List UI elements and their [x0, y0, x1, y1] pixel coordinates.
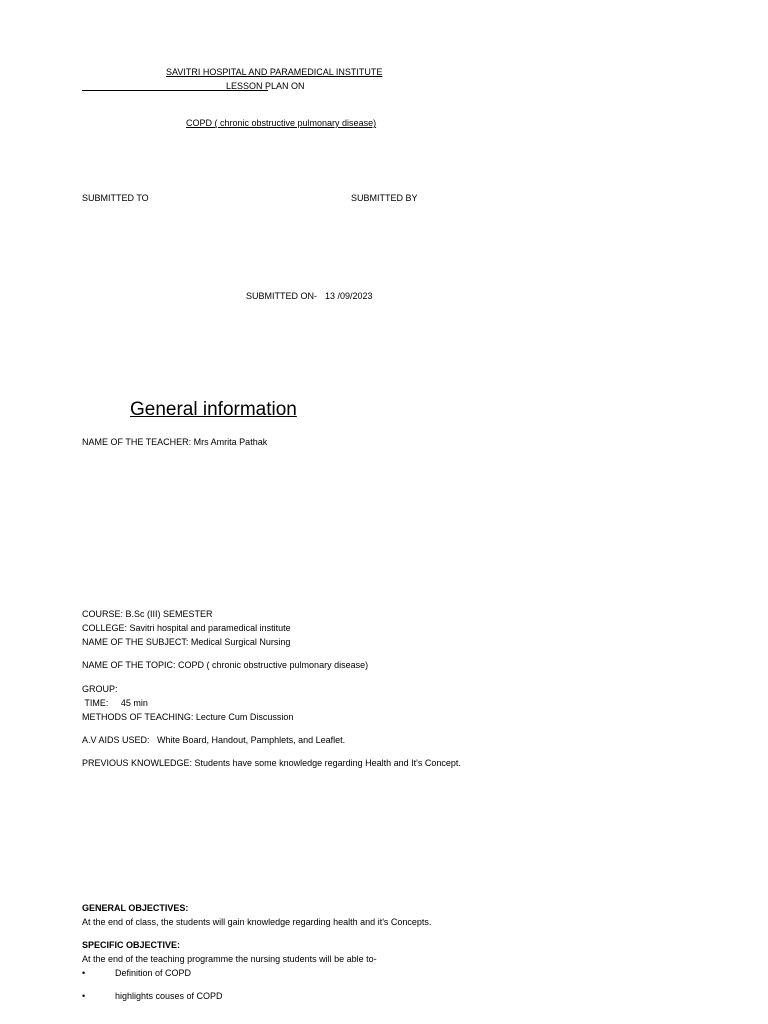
bullet-marker: •: [82, 968, 86, 978]
subject: NAME OF THE SUBJECT: Medical Surgical Nursing: [82, 637, 291, 647]
group: GROUP:: [82, 684, 118, 694]
college: COLLEGE: Savitri hospital and paramedical institute: [82, 623, 291, 633]
general-objectives-text: At the end of class, the students will gain knowledge regarding health and it's Concepts.: [82, 917, 432, 927]
institute-name: SAVITRI HOSPITAL AND PARAMEDICAL INSTITUTE: [166, 67, 383, 77]
av-aids: A.V AIDS USED: White Board, Handout, Pamphlets, and Leaflet.: [82, 735, 346, 745]
previous-knowledge: PREVIOUS KNOWLEDGE: Students have some knowledge regarding Health and It's Concept.: [82, 758, 461, 768]
list-item: highlights couses of COPD: [115, 991, 223, 1001]
list-item: Definition of COPD: [115, 968, 192, 978]
lesson-plan-label: LESSON PLAN ON: [226, 81, 305, 91]
course: COURSE: B.Sc (III) SEMESTER: [82, 609, 213, 619]
general-information-heading: General information: [130, 399, 297, 420]
teacher-name: NAME OF THE TEACHER: Mrs Amrita Pathak: [82, 437, 268, 447]
submitted-on-date: 13 /09/2023: [325, 291, 373, 301]
submitted-by-label: SUBMITTED BY: [351, 193, 418, 203]
bullet-marker: •: [82, 991, 86, 1001]
time: TIME: 45 min: [82, 698, 148, 708]
topic-title: COPD ( chronic obstructive pulmonary disease): [186, 118, 377, 128]
topic-name: NAME OF THE TOPIC: COPD ( chronic obstructive pulmonary disease): [82, 660, 369, 670]
submitted-on-label: SUBMITTED ON-: [246, 291, 317, 301]
general-objectives-heading: GENERAL OBJECTIVES:: [82, 903, 189, 913]
specific-objective-text: At the end of the teaching programme the nursing students will be able to-: [82, 954, 377, 964]
specific-objective-heading: SPECIFIC OBJECTIVE:: [82, 940, 181, 950]
submitted-to-label: SUBMITTED TO: [82, 193, 149, 203]
methods-of-teaching: METHODS OF TEACHING: Lecture Cum Discussion: [82, 712, 294, 722]
